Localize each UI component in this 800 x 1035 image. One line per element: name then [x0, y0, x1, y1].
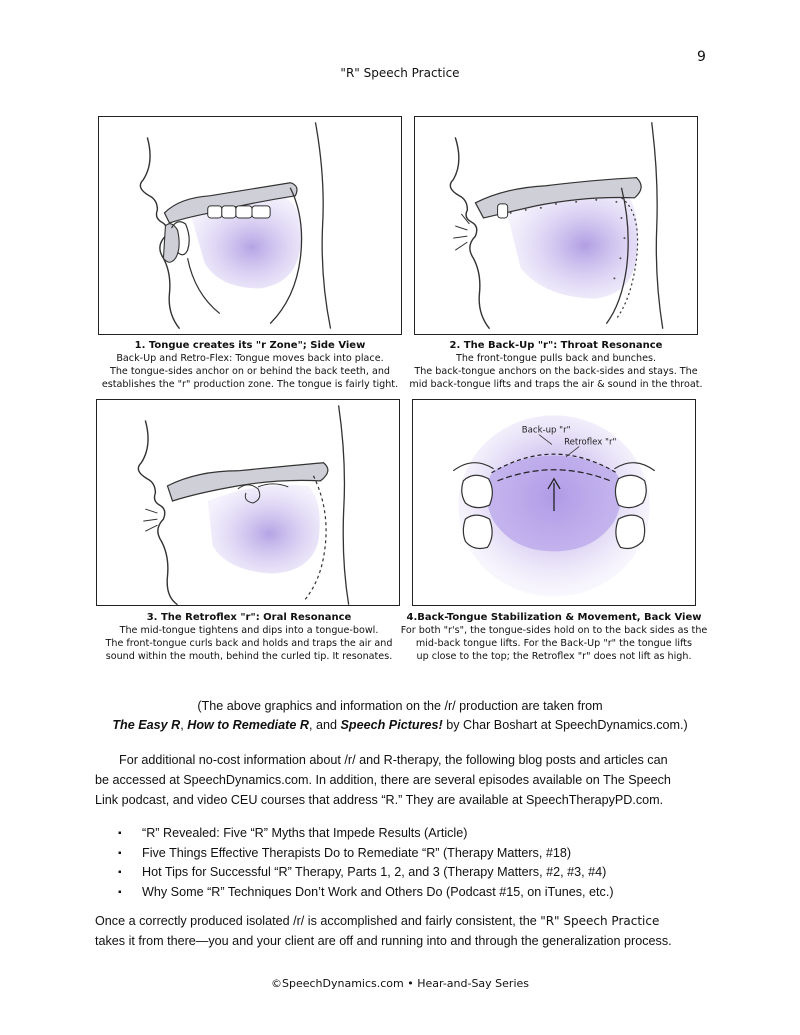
book-sep-1: ,	[180, 718, 188, 732]
back-of-neck	[315, 122, 330, 328]
book-speech-pictures: Speech Pictures!	[340, 718, 443, 732]
figure-1-line-1: Back-Up and Retro-Flex: Tongue moves back into place.	[116, 353, 384, 364]
figure-1-caption	[88, 339, 412, 391]
closing-line-2: takes it from there—you and your client are off and running into and through the generalization process.	[95, 934, 672, 948]
resource-list	[118, 824, 614, 902]
closing-line-1-text: Once a correctly produced isolated /r/ is accomplished and fairly consistent, the	[95, 914, 541, 928]
list-item	[118, 863, 614, 883]
figure-1-line-2: The tongue-sides anchor on or behind the back teeth, and	[109, 366, 391, 377]
lower-lip	[163, 224, 179, 263]
list-item-text: Hot Tips for Successful “R” Therapy, Parts 1, 2, and 3 (Therapy Matters, #2, #3, #4)	[142, 865, 607, 879]
upper-teeth	[208, 206, 270, 218]
list-item	[118, 883, 614, 903]
page-number: 9	[697, 49, 706, 65]
figure-4-line-3: up close to the top; the Retroflex "r" does not lift as high.	[416, 651, 692, 662]
intro-line-2: be accessed at SpeechDynamics.com. In addition, there are several episodes available on The Speech	[95, 773, 671, 787]
intro-line-3: Link podcast, and video CEU courses that address “R.” They are available at SpeechTherapyPD.com.	[95, 793, 664, 807]
list-item	[118, 844, 614, 864]
figure-2-title: 2. The Back-Up "r": Throat Resonance	[449, 340, 663, 351]
book-sep-2: , and	[308, 718, 341, 732]
figure-1-title: 1. Tongue creates its "r Zone"; Side View	[134, 340, 366, 351]
attribution-lead: (The above graphics and information on the /r/ production are taken from	[197, 699, 603, 713]
bullet-marker: ▪	[118, 847, 122, 859]
figure-2-line-2: The back-tongue anchors on the back-sides and stays. The	[414, 366, 698, 377]
figure-4-line-1: For both "r's", the tongue-sides hold on to the back sides as the	[400, 625, 708, 636]
figure-3-line-2: The front-tongue curls back and holds and traps the air and	[105, 638, 393, 649]
figure-3-illustration	[97, 400, 399, 605]
figure-1-side-view	[98, 116, 402, 335]
page-footer: ©SpeechDynamics.com • Hear-and-Say Series	[270, 977, 530, 990]
burst-lines	[143, 509, 157, 531]
figure-1-illustration	[99, 117, 401, 334]
list-item	[118, 824, 614, 844]
figure-3-line-3: sound within the mouth, behind the curled tip. It resonates.	[105, 651, 393, 662]
figure-3-title: 3. The Retroflex "r": Oral Resonance	[146, 612, 352, 623]
running-head: "R" Speech Practice	[340, 66, 460, 80]
figure-4-caption	[392, 611, 716, 663]
closing-line-1	[95, 911, 735, 931]
attribution-books	[112, 718, 687, 732]
attribution-tail: by Char Boshart at SpeechDynamics.com.)	[442, 718, 688, 732]
intro-line-1: For additional no-cost information about /r/ and R-therapy, the following blog posts and articles can	[119, 753, 668, 767]
list-item-text: Why Some “R” Techniques Don’t Work and Others Do (Podcast #15, on iTunes, etc.)	[142, 884, 614, 899]
book-easy-r: The Easy R	[112, 718, 181, 732]
back-of-neck	[339, 405, 349, 604]
figure-3-line-1: The mid-tongue tightens and dips into a tongue-bowl.	[119, 625, 379, 636]
list-item-text: “R” Revealed: Five “R” Myths that Impede Results (Article)	[142, 826, 468, 840]
closing-paragraph	[95, 911, 735, 951]
figure-1-line-3: establishes the "r" production zone. The tongue is fairly tight.	[101, 379, 399, 390]
intro-paragraph	[95, 750, 715, 810]
figure-4-line-2: mid-back tongue lifts. For the Back-Up "r" the tongue lifts	[415, 638, 693, 649]
face-profile	[138, 420, 177, 604]
closing-series-name: "R" Speech Practice	[540, 914, 660, 928]
bullet-marker: ▪	[118, 867, 122, 878]
face-profile	[450, 137, 489, 328]
figure-2-line-3: mid back-tongue lifts and traps the air & sound in the throat.	[409, 379, 703, 390]
figure-3-caption	[84, 611, 414, 663]
figure-2-illustration	[415, 117, 697, 334]
label-retroflex-r: Retroflex "r"	[564, 437, 617, 448]
upper-teeth	[498, 204, 508, 218]
bullet-marker: ▪	[118, 828, 122, 839]
figure-4-back-view	[412, 399, 696, 606]
back-of-neck	[652, 122, 663, 328]
figure-3-oral-resonance	[96, 399, 400, 606]
figure-4-illustration	[413, 400, 695, 605]
label-back-up-r: Back-up "r"	[521, 425, 571, 436]
book-remediate-r: How to Remediate R	[187, 718, 309, 732]
bullet-marker: ▪	[118, 886, 122, 898]
figure-2-caption	[396, 339, 716, 391]
tongue-bowl-shade	[208, 485, 320, 574]
figure-4-title: 4.Back-Tongue Stabilization & Movement, Back View	[406, 612, 702, 623]
figure-2-throat-resonance	[414, 116, 698, 335]
list-item-text: Five Things Effective Therapists Do to Remediate “R” (Therapy Matters, #18)	[142, 845, 572, 860]
figure-2-line-1: The front-tongue pulls back and bunches.	[455, 353, 657, 364]
attribution	[0, 697, 800, 735]
